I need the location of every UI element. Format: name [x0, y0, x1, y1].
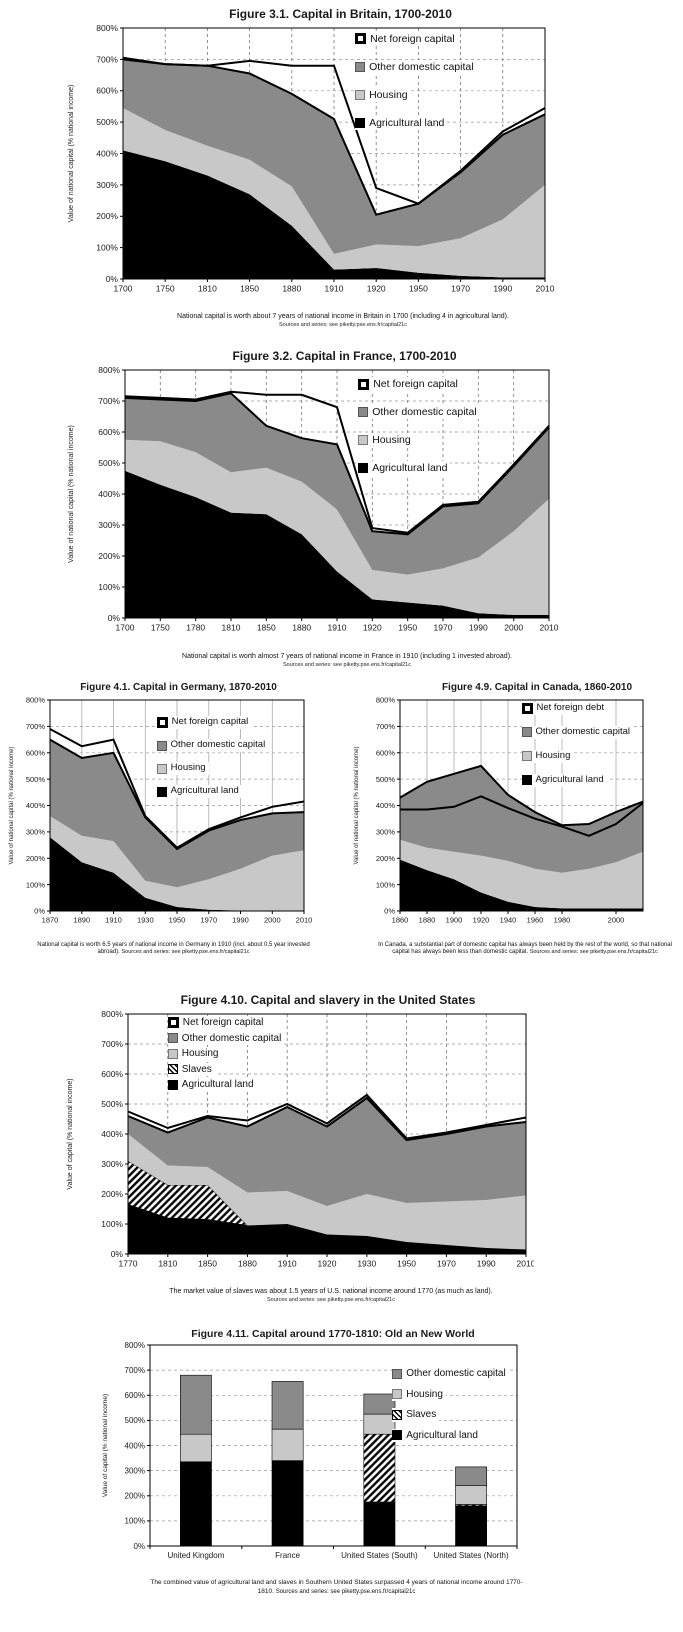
y-tick-label: 500%: [25, 774, 45, 784]
y-tick-label: 500%: [375, 774, 395, 784]
x-tick-label: France: [275, 1551, 301, 1561]
legend-label: Housing: [181, 1048, 219, 1060]
legend-label: Agricultural land: [369, 116, 445, 129]
x-tick-label: 1970: [451, 283, 471, 294]
chart-plot-france: [63, 364, 569, 650]
x-tick-label: 1850: [240, 283, 260, 294]
x-tick-label: 1950: [168, 915, 186, 924]
y-tick-label: 600%: [124, 1391, 145, 1401]
x-tick-label: United Kingdom: [167, 1551, 225, 1561]
x-tick-label: United States (North): [433, 1551, 509, 1561]
x-tick-label: 1850: [198, 1258, 218, 1269]
y-tick-label: 700%: [101, 1038, 123, 1049]
y-tick-label: 700%: [98, 395, 120, 406]
legend: [157, 716, 269, 808]
legend-item-other-domestic-capital: [157, 739, 269, 752]
legend: [358, 377, 479, 489]
y-tick-label: 200%: [98, 550, 120, 561]
x-tick-label: 1700: [115, 622, 135, 633]
figure-4-9-capital-canada: [350, 682, 680, 957]
x-tick-label: 1920: [472, 915, 490, 924]
y-tick-label: 0%: [384, 906, 395, 916]
chart-caption: In Canada, a substantial part of domestic capital has always been held by the rest of the world, so that national capital has always been less than domestic capital.: [378, 941, 672, 956]
bar-segment-housing: [456, 1486, 487, 1505]
y-tick-label: 100%: [98, 581, 120, 592]
y-tick-label: 300%: [124, 1466, 145, 1476]
x-tick-label: 1930: [357, 1258, 377, 1269]
x-tick-label: United States (South): [341, 1551, 418, 1561]
legend-item-other-domestic-capital: [358, 405, 479, 419]
housing-swatch-icon: [168, 1049, 178, 1059]
legend-label: Agricultural land: [372, 462, 448, 475]
chart-title: Figure 4.1. Capital in Germany, 1870-2010: [80, 682, 277, 693]
legend-label: Housing: [406, 1388, 443, 1400]
y-tick-label: 800%: [98, 364, 120, 375]
x-tick-label: 1910: [327, 622, 347, 633]
y-tick-label: 800%: [25, 695, 45, 705]
x-tick-label: 1990: [476, 1258, 496, 1269]
y-tick-label: 400%: [96, 148, 118, 159]
legend-item-agricultural-land: [522, 774, 607, 787]
x-tick-label: 1990: [468, 622, 488, 633]
bar-segment-agricultural-land: [272, 1461, 303, 1546]
legend: [168, 1016, 285, 1094]
legend-label: Other domestic capital: [406, 1368, 506, 1380]
agri-swatch-icon: [522, 775, 532, 785]
y-tick-label: 500%: [124, 1416, 145, 1426]
legend: [355, 32, 476, 144]
y-tick-label: 100%: [101, 1218, 123, 1229]
y-tick-label: 300%: [375, 827, 395, 836]
chart-source: Sources and series: see piketty.pse.ens.fr/capital21c: [279, 321, 407, 328]
legend-item-housing: [168, 1047, 222, 1061]
y-tick-label: 200%: [25, 853, 45, 863]
slaves-swatch-icon: [168, 1064, 178, 1074]
x-tick-label: 1810: [197, 283, 217, 294]
chart-plot-germany: [5, 694, 312, 940]
chart-source: Sources and series: see piketty.pse.ens.fr/capital21c: [283, 661, 411, 668]
legend-label: Agricultural land: [535, 773, 604, 785]
bar-segment-other-domestic-capital: [180, 1375, 211, 1434]
x-tick-label: 1920: [317, 1258, 337, 1269]
other-swatch-icon: [355, 62, 365, 72]
legend-label: Other domestic capital: [170, 739, 266, 751]
y-tick-label: 100%: [124, 1516, 145, 1526]
x-tick-label: 1950: [408, 283, 428, 294]
legend-item-net-foreign-debt: [522, 702, 608, 715]
legend-item-other-domestic-capital: [522, 726, 634, 739]
y-tick-label: 600%: [98, 426, 120, 437]
legend-label: Agricultural land: [406, 1429, 478, 1441]
legend-label: Net foreign capital: [182, 1017, 264, 1029]
chart-caption-block: [350, 942, 680, 958]
legend-label: Other domestic capital: [181, 1032, 282, 1044]
other-swatch-icon: [392, 1369, 402, 1379]
agri-swatch-icon: [355, 118, 365, 128]
y-tick-label: 800%: [101, 1008, 123, 1019]
x-tick-label: 2000: [263, 915, 281, 924]
x-tick-label: 2000: [504, 622, 524, 633]
legend-item-agricultural-land: [355, 116, 447, 130]
y-tick-label: 800%: [96, 22, 118, 33]
y-tick-label: 200%: [375, 853, 395, 863]
y-tick-label: 200%: [124, 1491, 145, 1501]
legend-label: Other domestic capital: [372, 406, 477, 419]
x-tick-label: 1910: [324, 283, 344, 294]
x-tick-label: 1920: [366, 283, 386, 294]
legend-item-slaves: [392, 1408, 439, 1422]
x-tick-label: 2010: [539, 622, 559, 633]
legend-label: Net foreign capital: [171, 716, 249, 728]
y-tick-label: 200%: [96, 210, 118, 221]
y-axis-label: Value of capital (% national income): [102, 1393, 109, 1498]
y-tick-label: 0%: [133, 1541, 145, 1551]
y-tick-label: 0%: [105, 273, 118, 284]
legend-label: Slaves: [181, 1063, 212, 1075]
y-tick-label: 700%: [96, 54, 118, 65]
chart-plot-britain: [63, 22, 563, 310]
chart-source: Sources and series: see piketty.pse.ens.fr/capital21c: [121, 949, 250, 956]
y-axis-label: Value of national capital (% national income): [68, 424, 75, 563]
legend-label: Agricultural land: [181, 1079, 254, 1091]
x-tick-label: 1910: [105, 915, 122, 924]
x-tick-label: 1880: [282, 283, 302, 294]
x-tick-label: 1860: [391, 915, 409, 924]
bar-segment-housing: [364, 1414, 395, 1434]
y-axis-label: Value of national capital (% national income): [354, 746, 360, 864]
legend-item-agricultural-land: [358, 461, 450, 475]
y-tick-label: 800%: [375, 695, 395, 705]
x-tick-label: 1780: [186, 622, 206, 633]
x-tick-label: 1870: [41, 915, 59, 924]
legend-item-housing: [358, 433, 414, 447]
legend-item-net-foreign-capital: [157, 716, 252, 729]
y-tick-label: 500%: [101, 1098, 123, 1109]
chart-caption-block: [98, 1579, 523, 1596]
y-tick-label: 100%: [96, 242, 118, 253]
bar-segment-housing: [180, 1434, 211, 1462]
legend-item-net-foreign-capital: [355, 32, 458, 46]
chart-plot-old-new-world: [98, 1340, 523, 1577]
y-tick-label: 400%: [124, 1441, 145, 1451]
legend-label: Net foreign capital: [373, 378, 458, 391]
legend-label: Other domestic capital: [369, 60, 474, 73]
fig-3-1-svg: [63, 22, 555, 305]
housing-swatch-icon: [358, 435, 368, 445]
x-tick-label: 1970: [436, 1258, 456, 1269]
x-tick-label: 1880: [237, 1258, 257, 1269]
x-tick-label: 1980: [553, 915, 571, 924]
legend-item-agricultural-land: [392, 1429, 481, 1443]
x-tick-label: 1960: [526, 915, 544, 924]
bar-segment-agricultural-land: [456, 1506, 487, 1546]
legend-item-slaves: [168, 1063, 215, 1077]
x-tick-label: 1750: [155, 283, 175, 294]
y-tick-label: 300%: [101, 1158, 123, 1169]
net_foreign-swatch-icon: [168, 1017, 179, 1028]
net_foreign-swatch-icon: [522, 703, 533, 714]
fig-3-2-svg: [63, 364, 559, 645]
housing-swatch-icon: [392, 1389, 402, 1399]
y-tick-label: 400%: [101, 1128, 123, 1139]
x-tick-label: 1880: [292, 622, 312, 633]
legend-label: Housing: [170, 762, 206, 774]
chart-source: Sources and series: see piketty.pse.ens.fr/capital21c: [529, 949, 658, 956]
y-tick-label: 300%: [98, 519, 120, 530]
chart-title: Figure 4.11. Capital around 1770-1810: Old an New World: [191, 1328, 475, 1340]
x-tick-label: 1910: [277, 1258, 297, 1269]
figure-4-1-capital-germany: [5, 682, 312, 957]
x-tick-label: 1950: [397, 1258, 417, 1269]
chart-title: Figure 3.2. Capital in France, 1700-2010: [232, 349, 457, 363]
chart-plot-us: [60, 1008, 534, 1285]
legend-item-housing: [522, 750, 574, 763]
x-tick-label: 1990: [493, 283, 513, 294]
legend-label: Housing: [535, 749, 571, 761]
chart-plot-canada: [350, 694, 680, 940]
y-tick-label: 600%: [375, 747, 395, 757]
y-axis-label: Value of national capital (% national income): [68, 84, 75, 223]
y-axis-label: Value of capital (% national income): [67, 1078, 74, 1190]
x-tick-label: 1880: [418, 915, 436, 924]
x-tick-label: 2010: [535, 283, 555, 294]
net_foreign-swatch-icon: [157, 717, 168, 728]
agri-swatch-icon: [392, 1430, 402, 1440]
y-tick-label: 100%: [25, 879, 45, 889]
legend-item-housing: [392, 1388, 446, 1402]
y-tick-label: 600%: [96, 85, 118, 96]
other-swatch-icon: [157, 741, 167, 751]
legend-item-agricultural-land: [168, 1078, 257, 1092]
legend-item-agricultural-land: [157, 785, 242, 798]
legend-label: Housing: [372, 434, 411, 447]
y-tick-label: 500%: [98, 457, 120, 468]
x-tick-label: 1810: [158, 1258, 178, 1269]
y-tick-label: 600%: [101, 1068, 123, 1079]
y-tick-label: 0%: [107, 612, 120, 623]
x-tick-label: 1890: [73, 915, 91, 924]
agri-swatch-icon: [157, 787, 167, 797]
legend-item-other-domestic-capital: [392, 1367, 509, 1381]
housing-swatch-icon: [157, 764, 167, 774]
x-tick-label: 1810: [221, 622, 241, 633]
bar-segment-other-domestic-capital: [364, 1394, 395, 1414]
x-tick-label: 2010: [295, 915, 312, 924]
figure-4-11-capital-old-new-world: [98, 1328, 523, 1596]
chart-caption: The combined value of agricultural land and slaves in Southern United States surpassed 4 years of national income around 1770-1810.: [150, 1579, 523, 1595]
y-tick-label: 600%: [25, 747, 45, 757]
other-swatch-icon: [522, 727, 532, 737]
y-tick-label: 700%: [25, 721, 45, 731]
legend-label: Net foreign debt: [536, 702, 605, 714]
legend-label: Slaves: [406, 1409, 437, 1421]
area-layers: [125, 393, 549, 618]
x-tick-label: 1850: [256, 622, 276, 633]
bar-segment-housing: [272, 1429, 303, 1460]
chart-title: Figure 4.9. Capital in Canada, 1860-2010: [441, 682, 633, 693]
x-tick-label: 2000: [607, 915, 625, 924]
legend: [522, 702, 634, 798]
bar-segment-agricultural-land: [364, 1502, 395, 1546]
legend-label: Housing: [369, 88, 408, 101]
legend-item-other-domestic-capital: [168, 1032, 285, 1046]
bar-segment-slaves: [364, 1434, 395, 1502]
y-axis-label: Value of national capital (% national income): [9, 746, 15, 864]
figure-4-10-capital-slavery-us: [60, 994, 534, 1304]
y-tick-label: 0%: [110, 1248, 123, 1259]
y-tick-label: 700%: [375, 721, 395, 731]
x-tick-label: 1940: [499, 915, 517, 924]
y-tick-label: 0%: [34, 906, 45, 916]
slaves-swatch-icon: [392, 1410, 402, 1420]
x-tick-label: 1770: [118, 1258, 138, 1269]
other-swatch-icon: [358, 407, 368, 417]
chart-caption-block: [5, 942, 312, 958]
x-tick-label: 1990: [232, 915, 249, 924]
agri-swatch-icon: [358, 463, 368, 473]
legend-item-housing: [157, 762, 209, 775]
legend-item-net-foreign-capital: [358, 377, 461, 391]
y-tick-label: 500%: [96, 116, 118, 127]
legend: [392, 1367, 509, 1449]
bar-segment-other-domestic-capital: [456, 1467, 487, 1486]
chart-title: Figure 4.10. Capital and slavery in the United States: [180, 993, 476, 1007]
x-tick-label: 1920: [362, 622, 382, 633]
y-tick-label: 700%: [124, 1365, 145, 1375]
chart-caption: National capital is worth about 7 years of national income in Britain in 1700 (including 4 in agricultural land).: [177, 312, 509, 320]
y-tick-label: 400%: [98, 488, 120, 499]
bar-segment-other-domestic-capital: [272, 1381, 303, 1429]
y-tick-label: 100%: [375, 879, 395, 889]
x-tick-label: 1930: [136, 915, 154, 924]
x-tick-label: 2010: [516, 1258, 534, 1269]
legend-label: Agricultural land: [170, 785, 239, 797]
x-tick-label: 1700: [113, 283, 133, 294]
bar-segment-agricultural-land: [180, 1462, 211, 1546]
x-tick-label: 1750: [150, 622, 170, 633]
figure-3-2-capital-france: [63, 350, 569, 669]
chart-title: Figure 3.1. Capital in Britain, 1700-2010: [229, 7, 452, 21]
x-tick-label: 1950: [398, 622, 418, 633]
y-tick-label: 800%: [124, 1340, 145, 1350]
net_foreign-swatch-icon: [355, 33, 366, 44]
legend-item-housing: [355, 88, 411, 102]
chart-caption: The market value of slaves was about 1.5 years of U.S. national income around 1770 (as much as land).: [169, 1287, 493, 1295]
housing-swatch-icon: [522, 751, 532, 761]
y-tick-label: 200%: [101, 1188, 123, 1199]
chart-source: Sources and series: see piketty.pse.ens.fr/capital21c: [275, 1588, 416, 1595]
chart-caption: National capital is worth 6.5 years of national income in Germany in 1910 (incl. about 0.5 year invested abroad).: [37, 941, 310, 956]
legend-item-other-domestic-capital: [355, 60, 476, 74]
y-tick-label: 300%: [25, 827, 45, 836]
net_foreign-swatch-icon: [358, 379, 369, 390]
x-tick-label: 1970: [200, 915, 218, 924]
figure-3-1-capital-britain: [63, 8, 563, 329]
area-layers: [123, 59, 545, 279]
fig-4-10-svg: [60, 1008, 534, 1280]
y-tick-label: 400%: [375, 800, 395, 810]
chart-source: Sources and series: see piketty.pse.ens.fr/capital21c: [267, 1296, 395, 1303]
x-tick-label: 1900: [445, 915, 463, 924]
agri-swatch-icon: [168, 1080, 178, 1090]
legend-label: Net foreign capital: [370, 32, 455, 45]
legend-item-net-foreign-capital: [168, 1016, 267, 1030]
y-tick-label: 300%: [96, 179, 118, 190]
legend-label: Other domestic capital: [535, 726, 631, 738]
other-swatch-icon: [168, 1033, 178, 1043]
y-tick-label: 400%: [25, 800, 45, 810]
x-tick-label: 1970: [433, 622, 453, 633]
housing-swatch-icon: [355, 90, 365, 100]
chart-caption: National capital is worth almost 7 years of national income in France in 1910 (including 1 invested abroad).: [182, 652, 512, 660]
